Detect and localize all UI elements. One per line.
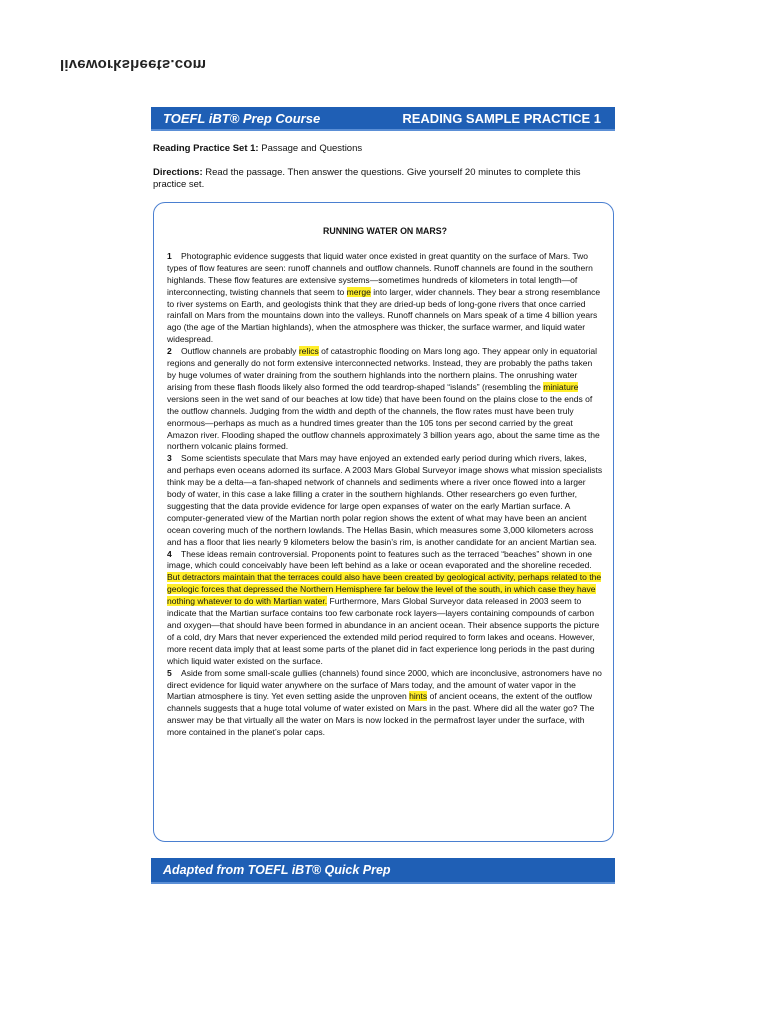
course-title: TOEFL iBT® Prep Course bbox=[163, 110, 321, 126]
paragraph-text: of catastrophic flooding on Mars long ago. They appear only in equatorial regions and generally do not form extensive interconnected networks. Instead, they are probably the paths taken by huge volumes of water draining from the southern highlands into the northern plains. The onrushing water arising from these flash floods likely also formed the odd teardrop-shaped “islands” (resembling the bbox=[167, 346, 598, 392]
paragraph-text: into larger, wider channels. They bear a strong resemblance to river systems on Earth, and geologists think that they are dried-up beds of long-gone rivers that once carried rainfall on Mars from the mountains down into the valleys. Runoff channels on Mars speak of a time 4 billion years ago (the age of the Martian highlands), when the atmosphere was thicker, the surface warmer, and liquid water widespread. bbox=[167, 286, 601, 345]
highlighted-word: relics bbox=[298, 346, 319, 357]
directions-text: Read the passage. Then answer the questions. Give yourself 20 minutes to complete this practice set. bbox=[153, 167, 581, 190]
passage bbox=[167, 226, 603, 739]
paragraph-number: 3 bbox=[167, 453, 172, 464]
paragraph-text: Photographic evidence suggests that liquid water once existed in great quantity on the surface of Mars. Two types of flow features are seen: runoff channels and outflow channels. Runoff channels are found in the southern highlands. These flow features are extensive systems—sometimes hundreds of kilometers in total length—of interconnecting, twisting channels that seem to bbox=[167, 250, 593, 297]
highlighted-word: hints bbox=[409, 691, 428, 702]
paragraph-text: Aside from some small-scale gullies (channels) found since 2000, which are inconclusive, astronomers have no direct evidence for liquid water anywhere on the surface of Mars today, and the amount of water vapor in the Martian atmosphere is tiny. Yet even setting aside the unproven bbox=[167, 667, 602, 702]
paragraph-text: of ancient oceans, the extent of the outflow channels suggests that a huge total volume of water existed on Mars in the past. Where did all the water go? The answer may be that virtually all the water on Mars is now locked in the permafrost layer under the surface, with more contained in the planet’s polar caps. bbox=[167, 691, 595, 738]
paragraph-number: 2 bbox=[167, 346, 172, 357]
paragraph-number: 4 bbox=[167, 548, 172, 559]
set-text: Passage and Questions bbox=[258, 143, 363, 154]
highlighted-word: merge bbox=[346, 286, 371, 297]
practice-title: READING SAMPLE PRACTICE 1 bbox=[402, 110, 601, 126]
highlighted-word: miniature bbox=[543, 381, 579, 392]
directions bbox=[153, 167, 613, 191]
set-label: Reading Practice Set 1: bbox=[153, 143, 259, 154]
passage-title: RUNNING WATER ON MARS? bbox=[323, 226, 447, 236]
highlighted-sentence: But detractors maintain that the terraces could also have been created by geological activity, perhaps related to the geologic forces that depressed the Northern Hemisphere far below the level of the south, in which case they have nothing whatever to do with Martian water. bbox=[167, 572, 602, 607]
paragraph-number: 1 bbox=[167, 250, 172, 261]
paragraph-text: Some scientists speculate that Mars may have enjoyed an extended early period during which rivers, lakes, and perhaps even oceans adorned its surface. A 2003 Mars Global Surveyor image shows what mission specialists think may be a delta—a fan-shaped network of channels and sediments where a river once flowed into a larger body of water, in this case a lake filling a crater in the southern highlands. Other researchers go even further, suggesting that the data provide evidence for large open expanses of water on the early Martian surface. A computer-generated view of the Martian north polar region shows the extent of what may have been an ancient ocean covering much of the northern lowlands. The Hellas Basin, which measures some 3,000 kilometers across and has a floor that lies nearly 9 kilometers below the basin’s rim, is another candidate for an ancient Martian sea. bbox=[167, 453, 603, 547]
header-banner bbox=[151, 107, 615, 131]
paragraph-text: These ideas remain controversial. Proponents point to features such as the terraced “beaches” shown in one image, which could conceivably have been left behind as a lake or ocean evaporated and the shoreline receded. bbox=[167, 548, 592, 571]
paragraph-1 bbox=[167, 251, 603, 346]
paragraph-4 bbox=[167, 549, 603, 668]
paragraph-5 bbox=[167, 668, 603, 739]
footer-title: Adapted from TOEFL iBT® Quick Prep bbox=[163, 863, 391, 877]
paragraph-2 bbox=[167, 346, 603, 453]
paragraph-text: versions seen in the wet sand of our beaches at low tide) that have been found on the plains close to the ends of the outflow channels. Judging from the width and depth of the channels, the flow rates must have been truly enormous—perhaps as much as a hundred times greater than the 105 tons per second carried by the great Amazon river. Flooding shaped the outflow channels approximately 3 billion years ago, about the same time as the northern volcanic plains formed. bbox=[167, 393, 600, 452]
directions-label: Directions: bbox=[153, 167, 203, 178]
watermark-logo-text: liveworksheets.com bbox=[60, 56, 207, 73]
paragraph-3 bbox=[167, 453, 603, 548]
footer-banner bbox=[151, 858, 615, 884]
set-line bbox=[153, 143, 613, 155]
paragraph-text: Furthermore, Mars Global Surveyor data released in 2003 seem to indicate that the Martian surface contains too few carbonate rock layers—layers containing compounds of carbon and oxygen—that should have been formed in abundance in an ancient ocean. Their absence supports the picture of a cold, dry Mars that never experienced the extended mild period required to form lakes and oceans. However, more recent data imply that at least some parts of the planet did in fact experience long periods in the past during which liquid water existed on the surface. bbox=[167, 596, 600, 666]
paragraph-number: 5 bbox=[167, 667, 172, 678]
paragraph-text: Outflow channels are probably bbox=[181, 346, 299, 357]
